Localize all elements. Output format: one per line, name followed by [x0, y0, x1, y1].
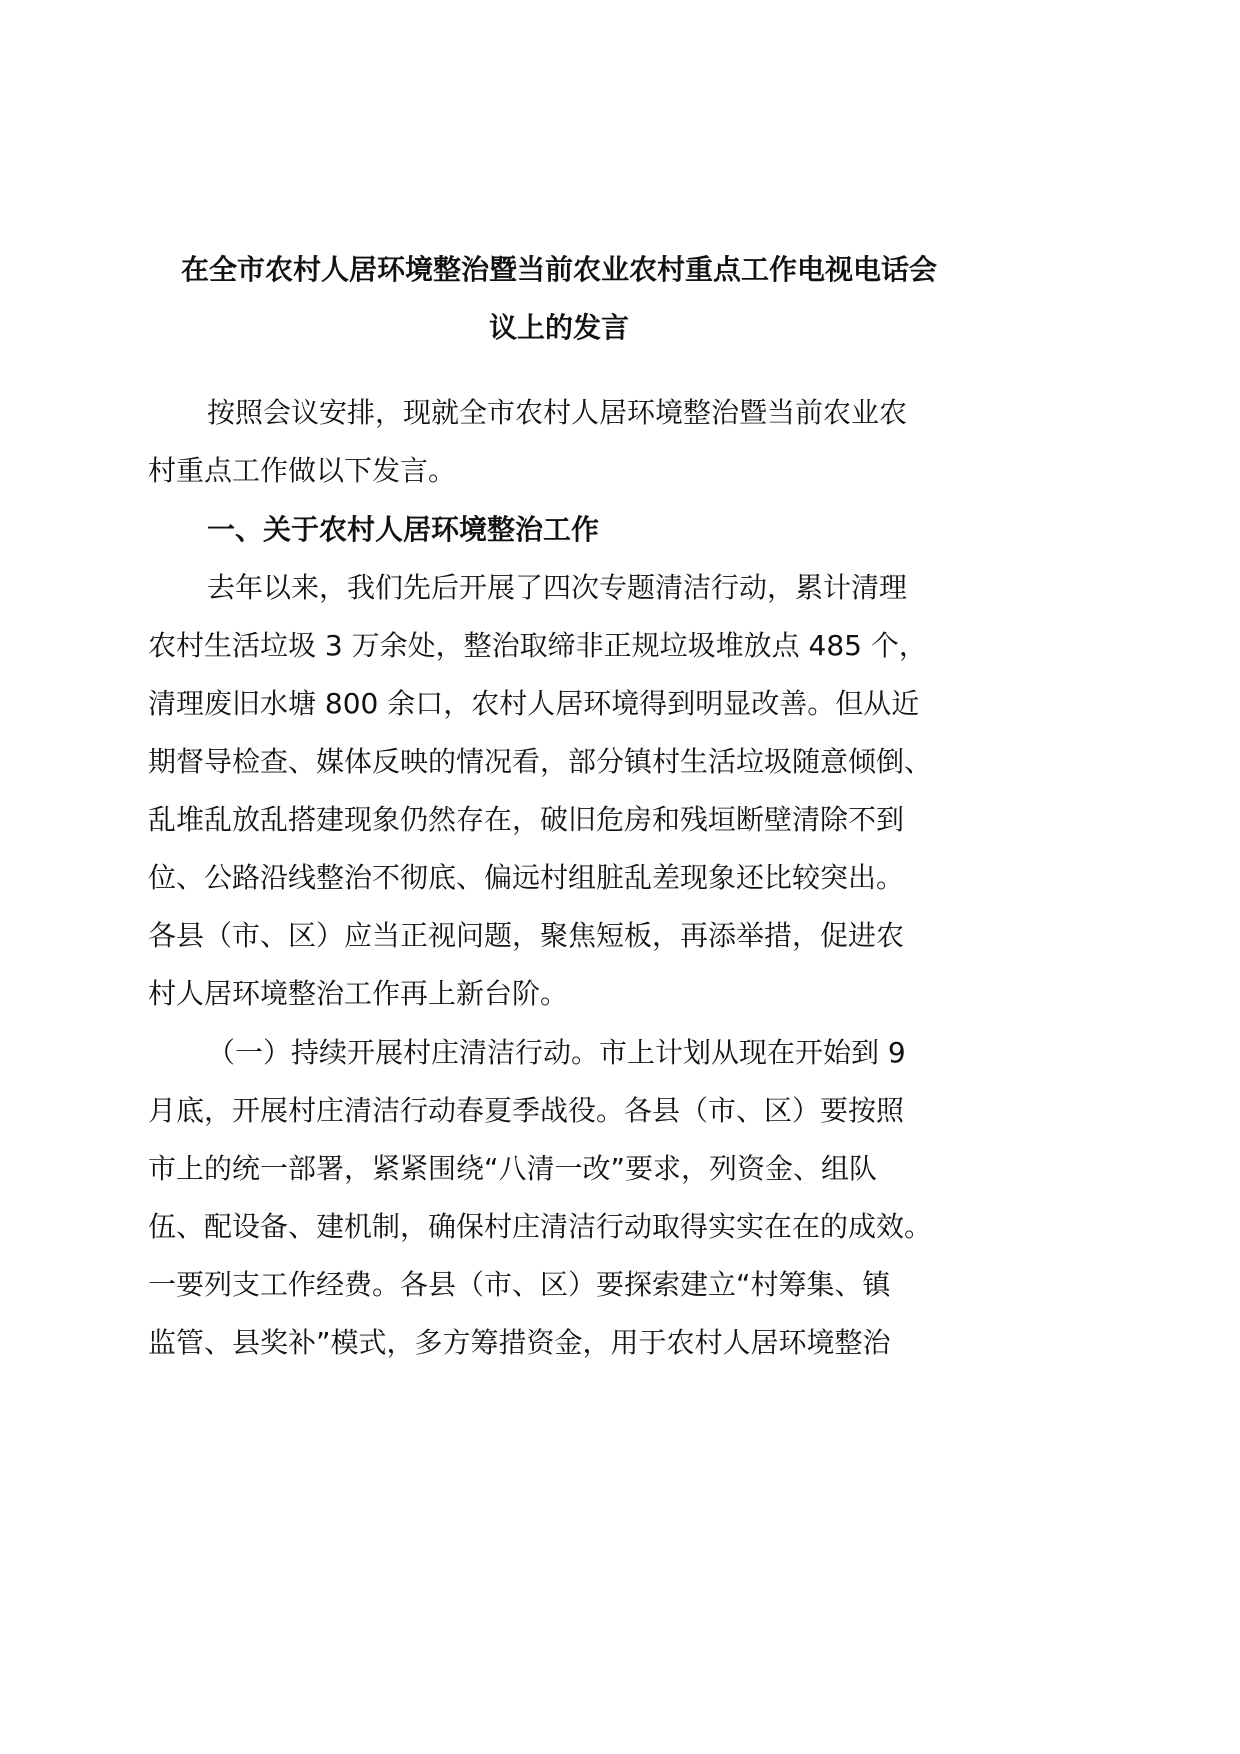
- body-line: 市上的统一部署，紧紧围绕“八清一改”要求，列资金、组队: [148, 1152, 878, 1185]
- body-line: 清理废旧水塘 800 余口，农村人居环境得到明显改善。但从近: [148, 687, 920, 720]
- body-line: 乱堆乱放乱搭建现象仍然存在，破旧危房和残垣断壁清除不到: [148, 803, 905, 836]
- subsection-line: （一）持续开展村庄清洁行动。市上计划从现在开始到 9: [207, 1036, 906, 1069]
- document-title-line-2: 议上的发言: [488, 311, 629, 344]
- body-line: 位、公路沿线整治不彻底、偏远村组脏乱差现象还比较突出。: [148, 861, 905, 894]
- body-line: 农村生活垃圾 3 万余处，整治取缔非正规垃圾堆放点 485 个，: [148, 629, 927, 662]
- body-line: 一要列支工作经费。各县（市、区）要探索建立“村筹集、镇: [148, 1268, 891, 1301]
- body-line: 去年以来，我们先后开展了四次专题清洁行动，累计清理: [207, 571, 908, 604]
- body-line: 监管、县奖补”模式，多方筹措资金，用于农村人居环境整治: [148, 1326, 891, 1359]
- body-line: 各县（市、区）应当正视问题，聚焦短板，再添举措，促进农: [148, 919, 905, 952]
- body-line: 伍、配设备、建机制，确保村庄清洁行动取得实实在在的成效。: [148, 1210, 933, 1243]
- body-line: 月底，开展村庄清洁行动春夏季战役。各县（市、区）要按照: [148, 1094, 905, 1127]
- body-line: 按照会议安排，现就全市农村人居环境整治暨当前农业农: [207, 396, 908, 429]
- document-title-line-1: 在全市农村人居环境整治暨当前农业农村重点工作电视电话会: [180, 253, 937, 286]
- body-line: 村重点工作做以下发言。: [148, 454, 457, 487]
- body-line: 村人居环境整治工作再上新台阶。: [148, 977, 569, 1010]
- section-heading: 一、关于农村人居环境整治工作: [207, 513, 600, 546]
- body-line: 期督导检查、媒体反映的情况看，部分镇村生活垃圾随意倾倒、: [148, 745, 933, 778]
